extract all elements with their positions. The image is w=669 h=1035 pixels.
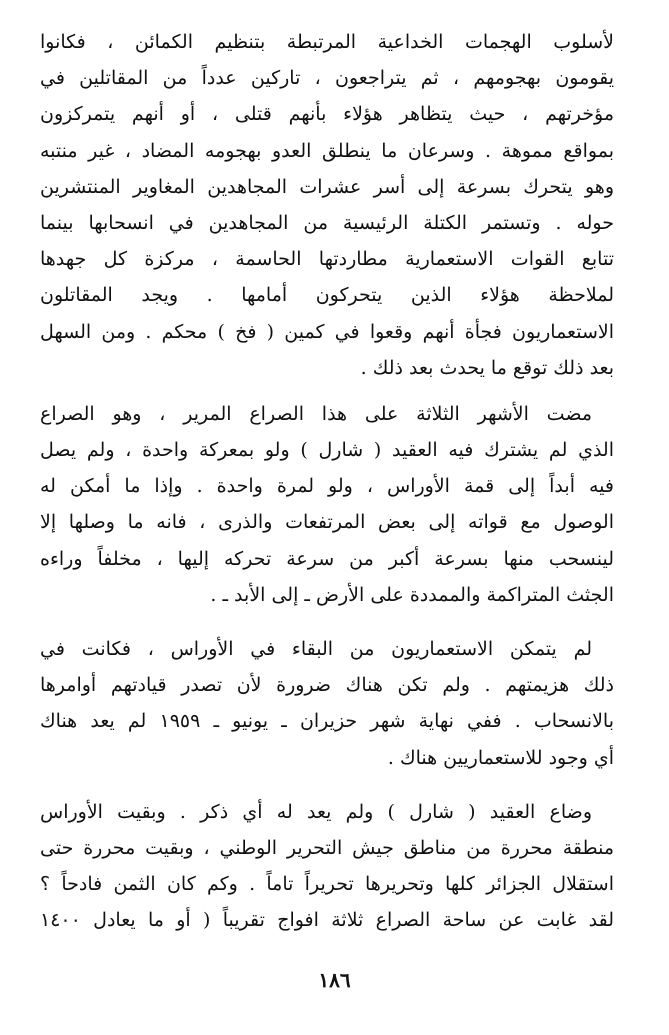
text-line: وضاع العقيد ( شارل ) ولم يعد له أي ذكر . وبقيت الأوراس — [40, 800, 592, 823]
text-line: بمواقع مموهة . وسرعان ما ينطلق العدو بهجومه المضاد ، غير منتبه — [40, 139, 614, 162]
paragraph-gap — [40, 613, 614, 631]
paragraph-4 — [40, 794, 614, 939]
body-text — [40, 24, 614, 939]
text-line: يقومون بهجومهم ، ثم يتراجعون ، تاركين عدداً من المقاتلين في — [40, 67, 614, 90]
text-line: الجثث المتراكمة والممددة على الأرض ـ إلى الأبد ـ . — [210, 583, 614, 606]
text-line: استقلال الجزائر كلها وتحريرها تحريراً تاماً . وكم كان الثمن فادحاً ؟ — [40, 873, 614, 896]
text-line: لأسلوب الهجمات الخداعية المرتبطة بتنظيم الكمائن ، فكانوا — [40, 31, 614, 53]
text-line: منطقة محررة من مناطق جيش التحرير الوطني ، وبقيت محررة حتى — [40, 836, 614, 859]
text-line: لينسحب منها بسرعة أكبر من سرعة تحركه إليها ، مخلفاً وراءه — [40, 547, 614, 570]
paragraph-gap — [40, 386, 614, 396]
text-line: مؤخرتهم ، حيث يتظاهر هؤلاء بأنهم قتلى ، أو أنهم يتمركزون — [40, 103, 614, 126]
text-line: لم يتمكن الاستعماريون من البقاء في الأوراس ، فكانت في — [40, 638, 592, 660]
paragraph-gap — [40, 776, 614, 794]
text-line: فيه أبداً إلى قمة الأوراس ، ولو لمرة واحدة . وإذا ما أمكن له — [40, 475, 614, 498]
page-number: ١٨٦ — [318, 968, 351, 992]
text-line: الذي لم يشترك فيه العقيد ( شارل ) ولو بمعركة واحدة ، ولم يصل — [40, 439, 614, 462]
text-line: ذلك هزيمتهم . ولم تكن هناك ضرورة لأن تصدر قيادتهم أوامرها — [40, 674, 614, 697]
paragraph-3 — [40, 631, 614, 776]
text-line: الاستعماريون فجأة أنهم وقعوا في كمين ( فخ ) محكم . ومن السهل — [40, 320, 614, 343]
text-line: بعد ذلك توقع ما يحدث بعد ذلك . — [360, 356, 614, 379]
paragraph-2 — [40, 396, 614, 613]
text-line: وهو يتحرك بسرعة إلى أسر عشرات المجاهدين المغاوير المنتشرين — [40, 175, 614, 198]
paragraph-1 — [40, 24, 614, 386]
text-line: لملاحظة هؤلاء الذين يتحركون أمامها . ويجد المقاتلون — [40, 284, 614, 307]
text-line: تتابع القوات الاستعمارية مطاردتها الحاسمة ، مركزة كل جهدها — [40, 248, 614, 271]
text-line: حوله . وتستمر الكتلة الرئيسية من المجاهدين في انسحابها بينما — [40, 211, 614, 234]
text-line: أي وجود للاستعماريين هناك . — [387, 746, 614, 769]
text-line: بالانسحاب . ففي نهاية شهر حزيران ـ يونيو ـ ١٩٥٩ لم يعد هناك — [40, 710, 614, 733]
text-line: لقد غابت عن ساحة الصراع ثلاثة افواج تقريباً ( أو ما يعادل ١٤٠٠ — [40, 909, 614, 932]
text-line: الوصول مع قواته إلى بعض المرتفعات والذرى ، فانه ما وصلها إلا — [40, 511, 614, 534]
text-line: مضت الأشهر الثلاثة على هذا الصراع المرير ، وهو الصراع — [40, 402, 592, 425]
